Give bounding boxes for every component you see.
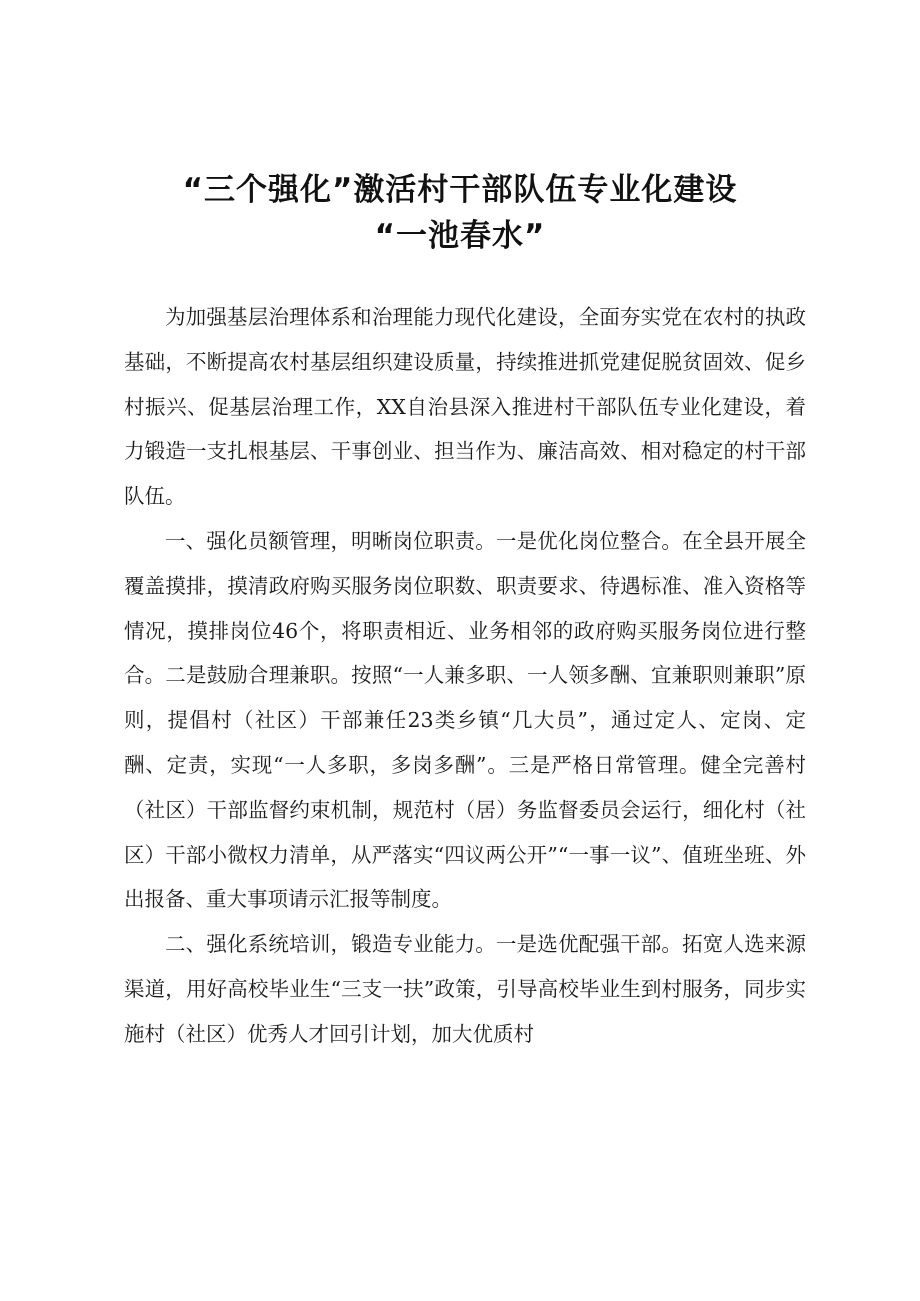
document-title-line-1: “三个强化”激活村干部队伍专业化建设 bbox=[182, 172, 738, 208]
paragraph-section-1: 一、强化员额管理，明晰岗位职责。一是优化岗位整合。在全县开展全覆盖摸排，摸清政府购买服务岗位职数、职责要求、待遇标准、准入资格等情况，摸排岗位46个，将职责相近、业务相邻的政府购买服务岗位进行整合。二是鼓励合理兼职。按照“一人兼多职、一人领多酬、宜兼职则兼职”原则，提倡村（社区）干部兼任23类乡镇“几大员”，通过定人、定岗、定酬、定责，实现“一人多职，多岗多酬”。三是严格日常管理。健全完善村（社区）干部监督约束机制，规范村（居）务监督委员会运行，细化村（社区）干部小微权力清单，从严落实“四议两公开”“一事一议”、值班坐班、外出报备、重大事项请示汇报等制度。 bbox=[124, 528, 806, 912]
document-title-line-2: “一池春水” bbox=[374, 218, 546, 254]
paragraph-intro: 为加强基层治理体系和治理能力现代化建设，全面夯实党在农村的执政基础，不断提高农村基层组织建设质量，持续推进抓党建促脱贫固效、促乡村振兴、促基层治理工作，XX自治县深入推进村干部队伍专业化建设，着力锻造一支扎根基层、干事创业、担当作为、廉洁高效、相对稳定的村干部队伍。 bbox=[124, 305, 806, 509]
document-body bbox=[124, 295, 806, 1057]
paragraph-section-2: 二、强化系统培训，锻造专业能力。一是选优配强干部。拓宽人选来源渠道，用好高校毕业生“三支一扶”政策，引导高校毕业生到村服务，同步实施村（社区）优秀人才回引计划，加大优质村 bbox=[124, 932, 806, 1046]
